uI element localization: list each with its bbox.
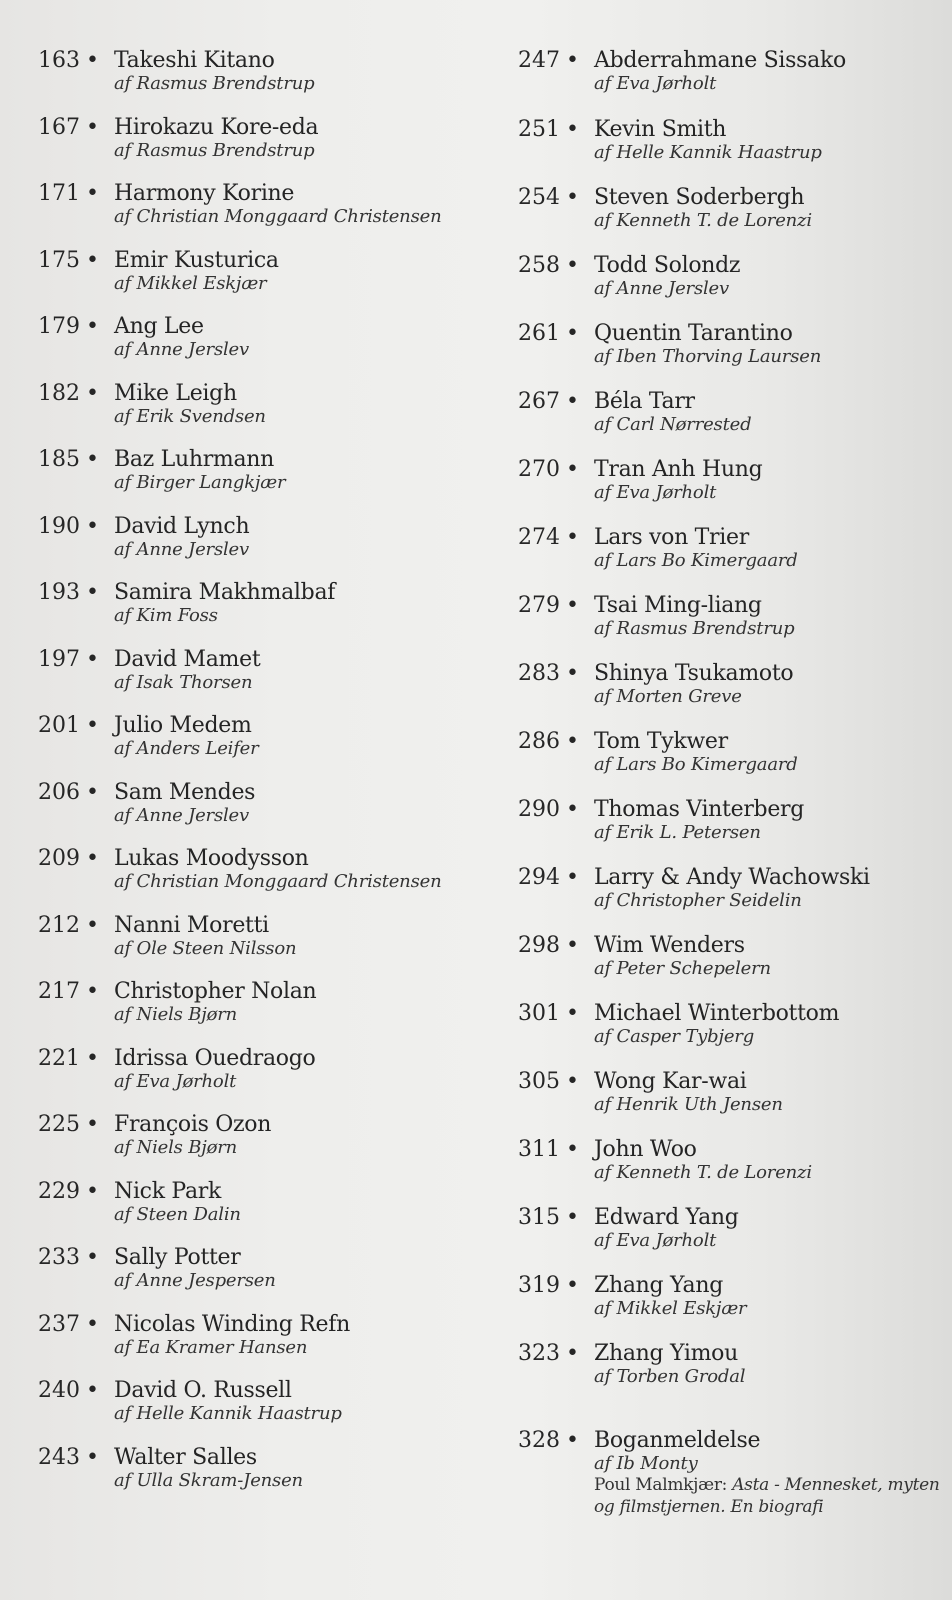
page-number: 217 — [38, 979, 80, 1004]
page-number: 270 — [518, 457, 560, 482]
bullet-separator: • — [566, 389, 579, 414]
article-author: af Carl Nørrested — [594, 414, 752, 435]
page-number: 179 — [38, 314, 80, 339]
director-name: Zhang Yang — [594, 1273, 724, 1298]
review-line-2 — [594, 1496, 823, 1518]
bullet-separator: • — [86, 447, 99, 472]
article-author: af Anders Leifer — [114, 738, 259, 759]
director-name: Michael Winterbottom — [594, 1001, 840, 1026]
article-author: af Rasmus Brendstrup — [114, 140, 315, 161]
director-name: Wong Kar-wai — [594, 1069, 747, 1094]
director-name: François Ozon — [114, 1112, 272, 1137]
page-number: 298 — [518, 933, 560, 958]
article-author: af Ea Kramer Hansen — [114, 1337, 308, 1358]
bullet-separator: • — [86, 913, 99, 938]
bullet-separator: • — [566, 457, 579, 482]
director-name: Sam Mendes — [114, 780, 256, 805]
director-name: Edward Yang — [594, 1205, 739, 1230]
bullet-separator: • — [566, 1205, 579, 1230]
article-author: af Anne Jespersen — [114, 1270, 276, 1291]
director-name: David Mamet — [114, 647, 261, 672]
page-number: 283 — [518, 661, 560, 686]
article-author: af Christian Monggaard Christensen — [114, 206, 442, 227]
article-author: af Mikkel Eskjær — [594, 1298, 747, 1319]
article-author: af Niels Bjørn — [114, 1137, 238, 1158]
page-number: 225 — [38, 1112, 80, 1137]
article-author: af Christian Monggaard Christensen — [114, 871, 442, 892]
article-author: af Anne Jerslev — [594, 278, 729, 299]
article-author: af Birger Langkjær — [114, 472, 286, 493]
page-number: 237 — [38, 1312, 80, 1337]
bullet-separator: • — [566, 1069, 579, 1094]
director-name: Larry & Andy Wachowski — [594, 865, 870, 890]
page-number: 212 — [38, 913, 80, 938]
bullet-separator: • — [566, 933, 579, 958]
bullet-separator: • — [86, 846, 99, 871]
bullet-separator: • — [566, 1273, 579, 1298]
bullet-separator: • — [86, 1245, 99, 1270]
article-author: af Kenneth T. de Lorenzi — [594, 210, 812, 231]
bullet-separator: • — [566, 1001, 579, 1026]
director-name: David O. Russell — [114, 1378, 292, 1403]
article-author: af Eva Jørholt — [594, 73, 717, 94]
bullet-separator: • — [86, 780, 99, 805]
page-number: 261 — [518, 321, 560, 346]
article-author: af Lars Bo Kimergaard — [594, 754, 798, 775]
article-author: af Anne Jerslev — [114, 539, 249, 560]
article-author: af Torben Grodal — [594, 1366, 746, 1387]
director-name: Nicolas Winding Refn — [114, 1312, 350, 1337]
bullet-separator: • — [566, 525, 579, 550]
director-name: Shinya Tsukamoto — [594, 661, 794, 686]
page-number: 201 — [38, 713, 80, 738]
director-name: Abderrahmane Sissako — [594, 48, 846, 73]
page-number: 305 — [518, 1069, 560, 1094]
director-name: Walter Salles — [114, 1445, 257, 1470]
page-number: 182 — [38, 381, 80, 406]
page-number: 193 — [38, 580, 80, 605]
review-author: Poul Malmkjær: — [594, 1475, 728, 1495]
page-number: 254 — [518, 185, 560, 210]
bullet-separator: • — [566, 593, 579, 618]
article-author: af Eva Jørholt — [594, 1230, 717, 1251]
article-author: af Morten Greve — [594, 686, 742, 707]
page-number: 258 — [518, 253, 560, 278]
director-name: Béla Tarr — [594, 389, 695, 414]
director-name: Nanni Moretti — [114, 913, 269, 938]
article-author: af Iben Thorving Laursen — [594, 346, 822, 367]
director-name: Todd Solondz — [594, 253, 741, 278]
page-number: 247 — [518, 48, 560, 73]
director-name: Sally Potter — [114, 1245, 241, 1270]
director-name: Zhang Yimou — [594, 1341, 738, 1366]
article-author: af Niels Bjørn — [114, 1004, 238, 1025]
page-number: 206 — [38, 780, 80, 805]
article-author: af Ulla Skram-Jensen — [114, 1470, 303, 1491]
article-author: af Mikkel Eskjær — [114, 273, 267, 294]
article-author: af Henrik Uth Jensen — [594, 1094, 783, 1115]
bullet-separator: • — [86, 1312, 99, 1337]
director-name: Tsai Ming-liang — [594, 593, 762, 618]
director-name: Steven Soderbergh — [594, 185, 805, 210]
bullet-separator: • — [86, 647, 99, 672]
bullet-separator: • — [566, 48, 579, 73]
bullet-separator: • — [566, 321, 579, 346]
director-name: Lars von Trier — [594, 525, 749, 550]
article-author: af Casper Tybjerg — [594, 1026, 755, 1047]
bullet-separator: • — [86, 181, 99, 206]
article-author: af Anne Jerslev — [114, 805, 249, 826]
director-name: Takeshi Kitano — [114, 48, 275, 73]
page-number: 229 — [38, 1179, 80, 1204]
review-line-1 — [594, 1474, 940, 1496]
article-author: af Eva Jørholt — [594, 482, 717, 503]
bullet-separator: • — [566, 661, 579, 686]
page-number: 171 — [38, 181, 80, 206]
page-number: 319 — [518, 1273, 560, 1298]
article-author: af Lars Bo Kimergaard — [594, 550, 798, 571]
article-author: af Rasmus Brendstrup — [594, 618, 795, 639]
director-name: Emir Kusturica — [114, 248, 279, 273]
page-number: 240 — [38, 1378, 80, 1403]
bullet-separator: • — [86, 115, 99, 140]
bullet-separator: • — [86, 1445, 99, 1470]
director-name: Thomas Vinterberg — [594, 797, 805, 822]
director-name: Boganmeldelse — [594, 1428, 761, 1453]
bullet-separator: • — [566, 1137, 579, 1162]
bullet-separator: • — [86, 580, 99, 605]
bullet-separator: • — [86, 1112, 99, 1137]
page-number: 279 — [518, 593, 560, 618]
page-number: 233 — [38, 1245, 80, 1270]
bullet-separator: • — [566, 865, 579, 890]
director-name: Quentin Tarantino — [594, 321, 793, 346]
page-number: 328 — [518, 1428, 560, 1453]
article-author: af Peter Schepelern — [594, 958, 771, 979]
director-name: Nick Park — [114, 1179, 222, 1204]
page-number: 294 — [518, 865, 560, 890]
page-number: 315 — [518, 1205, 560, 1230]
article-author: af Isak Thorsen — [114, 672, 253, 693]
director-name: Julio Medem — [114, 713, 252, 738]
page-number: 185 — [38, 447, 80, 472]
bullet-separator: • — [86, 248, 99, 273]
page-number: 274 — [518, 525, 560, 550]
page-number: 163 — [38, 48, 80, 73]
article-author: af Ib Monty — [594, 1453, 698, 1474]
bullet-separator: • — [566, 729, 579, 754]
article-author: af Erik L. Petersen — [594, 822, 761, 843]
director-name: Ang Lee — [114, 314, 204, 339]
page-number: 311 — [518, 1137, 560, 1162]
bullet-separator: • — [86, 48, 99, 73]
bullet-separator: • — [566, 185, 579, 210]
bullet-separator: • — [86, 1179, 99, 1204]
director-name: Idrissa Ouedraogo — [114, 1046, 316, 1071]
page-number: 221 — [38, 1046, 80, 1071]
director-name: Kevin Smith — [594, 117, 727, 142]
director-name: Tom Tykwer — [594, 729, 728, 754]
page-number: 197 — [38, 647, 80, 672]
page-number: 175 — [38, 248, 80, 273]
director-name: Wim Wenders — [594, 933, 745, 958]
bullet-separator: • — [86, 514, 99, 539]
article-author: af Rasmus Brendstrup — [114, 73, 315, 94]
article-author: af Christopher Seidelin — [594, 890, 802, 911]
director-name: Mike Leigh — [114, 381, 237, 406]
bullet-separator: • — [566, 117, 579, 142]
article-author: af Kenneth T. de Lorenzi — [594, 1162, 812, 1183]
bullet-separator: • — [566, 797, 579, 822]
article-author: af Eva Jørholt — [114, 1071, 237, 1092]
bullet-separator: • — [86, 314, 99, 339]
review-title-continued: og filmstjernen. En biografi — [594, 1497, 824, 1517]
bullet-separator: • — [566, 253, 579, 278]
article-author: af Steen Dalin — [114, 1204, 241, 1225]
director-name: Lukas Moodysson — [114, 846, 309, 871]
bullet-separator: • — [86, 979, 99, 1004]
director-name: Tran Anh Hung — [594, 457, 763, 482]
bullet-separator: • — [86, 1378, 99, 1403]
page-number: 167 — [38, 115, 80, 140]
page-number: 209 — [38, 846, 80, 871]
page-number: 267 — [518, 389, 560, 414]
article-author: af Helle Kannik Haastrup — [594, 142, 822, 163]
page-number: 190 — [38, 514, 80, 539]
review-title: Asta - Mennesket, myten — [732, 1475, 940, 1495]
page-number: 243 — [38, 1445, 80, 1470]
page-number: 301 — [518, 1001, 560, 1026]
bullet-separator: • — [86, 713, 99, 738]
page-number: 290 — [518, 797, 560, 822]
director-name: Harmony Korine — [114, 181, 295, 206]
article-author: af Erik Svendsen — [114, 406, 266, 427]
bullet-separator: • — [86, 381, 99, 406]
director-name: John Woo — [594, 1137, 697, 1162]
director-name: Hirokazu Kore-eda — [114, 115, 319, 140]
bullet-separator: • — [86, 1046, 99, 1071]
director-name: Samira Makhmalbaf — [114, 580, 336, 605]
director-name: David Lynch — [114, 514, 250, 539]
article-author: af Helle Kannik Haastrup — [114, 1403, 342, 1424]
bullet-separator: • — [566, 1428, 579, 1453]
director-name: Baz Luhrmann — [114, 447, 275, 472]
article-author: af Ole Steen Nilsson — [114, 938, 297, 959]
director-name: Christopher Nolan — [114, 979, 317, 1004]
article-author: af Kim Foss — [114, 605, 218, 626]
bullet-separator: • — [566, 1341, 579, 1366]
page-number: 286 — [518, 729, 560, 754]
article-author: af Anne Jerslev — [114, 339, 249, 360]
page-number: 323 — [518, 1341, 560, 1366]
page-number: 251 — [518, 117, 560, 142]
